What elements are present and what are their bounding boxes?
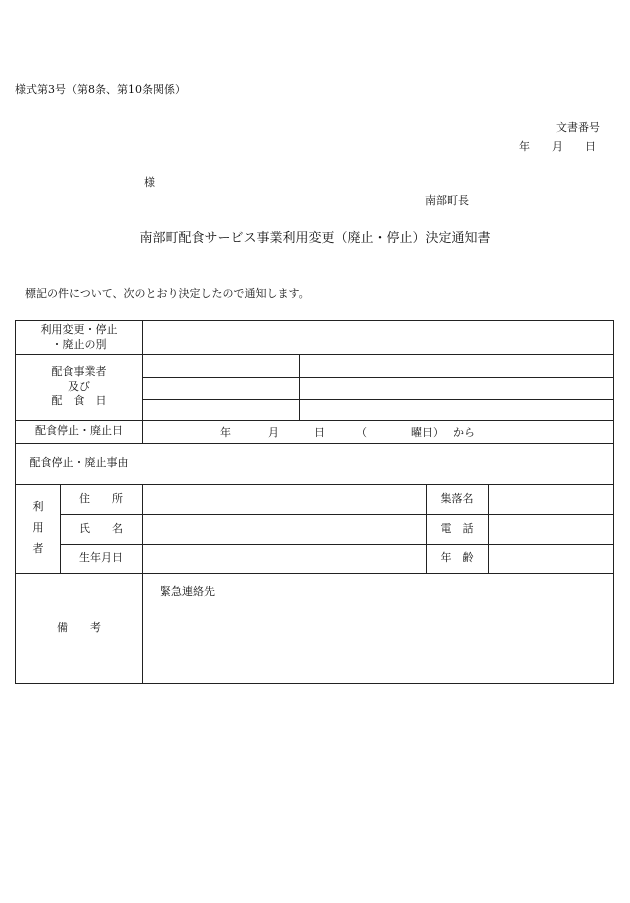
stop-date-year: 年 <box>220 426 231 439</box>
user-address-label: 住 所 <box>79 491 123 505</box>
user-phone-field[interactable] <box>489 514 613 544</box>
date-month: 月 <box>552 140 563 153</box>
user-age-field[interactable] <box>489 544 613 573</box>
stop-date-label: 配食停止・廃止日 <box>35 424 123 438</box>
user-birthdate-label: 生年月日 <box>79 551 123 565</box>
user-village-field[interactable] <box>489 484 613 514</box>
delivery-days-field-3[interactable] <box>300 399 613 420</box>
remarks-field[interactable] <box>143 601 613 683</box>
user-name-label: 氏 名 <box>79 521 123 535</box>
user-address-field[interactable] <box>143 484 426 514</box>
provider-label: 配食事業者 及び 配 食 日 <box>51 364 107 408</box>
provider-name-field-3[interactable] <box>143 399 299 420</box>
stop-reason-field[interactable] <box>143 443 613 484</box>
user-birthdate-field[interactable] <box>143 544 426 573</box>
stop-reason-label: 配食停止・廃止事由 <box>29 456 129 470</box>
change-type-field[interactable] <box>143 321 613 354</box>
user-village-label: 集落名 <box>440 491 474 505</box>
body-text: 標記の件について、次のとおり決定したので通知します。 <box>25 287 310 300</box>
stop-date-weekday: 曜日） <box>411 426 444 439</box>
user-group-label: 利 用 者 <box>32 500 44 555</box>
date-day: 日 <box>585 140 596 153</box>
form-number: 様式第3号（第8条、第10条関係） <box>15 83 186 96</box>
provider-name-field-1[interactable] <box>143 354 299 376</box>
remarks-label: 備 考 <box>57 620 101 634</box>
stop-date-day: 日 <box>314 426 325 439</box>
delivery-days-field-2[interactable] <box>300 377 613 399</box>
user-name-field[interactable] <box>143 514 426 544</box>
document-number-label: 文書番号 <box>556 121 600 134</box>
user-phone-label: 電 話 <box>440 521 474 535</box>
issuer: 南部町長 <box>425 194 469 207</box>
provider-name-field-2[interactable] <box>143 377 299 399</box>
issue-date <box>519 141 596 152</box>
date-year: 年 <box>519 140 530 153</box>
user-age-label: 年 齢 <box>440 551 474 565</box>
stop-date-weekday-open: （ <box>356 426 367 439</box>
delivery-days-field-1[interactable] <box>300 354 613 376</box>
document-title: 南部町配食サービス事業利用変更（廃止・停止）決定通知書 <box>139 231 491 246</box>
emergency-contact-label: 緊急連絡先 <box>160 585 215 598</box>
addressee-suffix: 様 <box>144 176 155 189</box>
notice-form-table <box>15 320 614 684</box>
stop-date-month: 月 <box>268 426 279 439</box>
stop-date-from: から <box>453 426 475 439</box>
change-type-label: 利用変更・停止 ・廃止の別 <box>40 322 118 351</box>
